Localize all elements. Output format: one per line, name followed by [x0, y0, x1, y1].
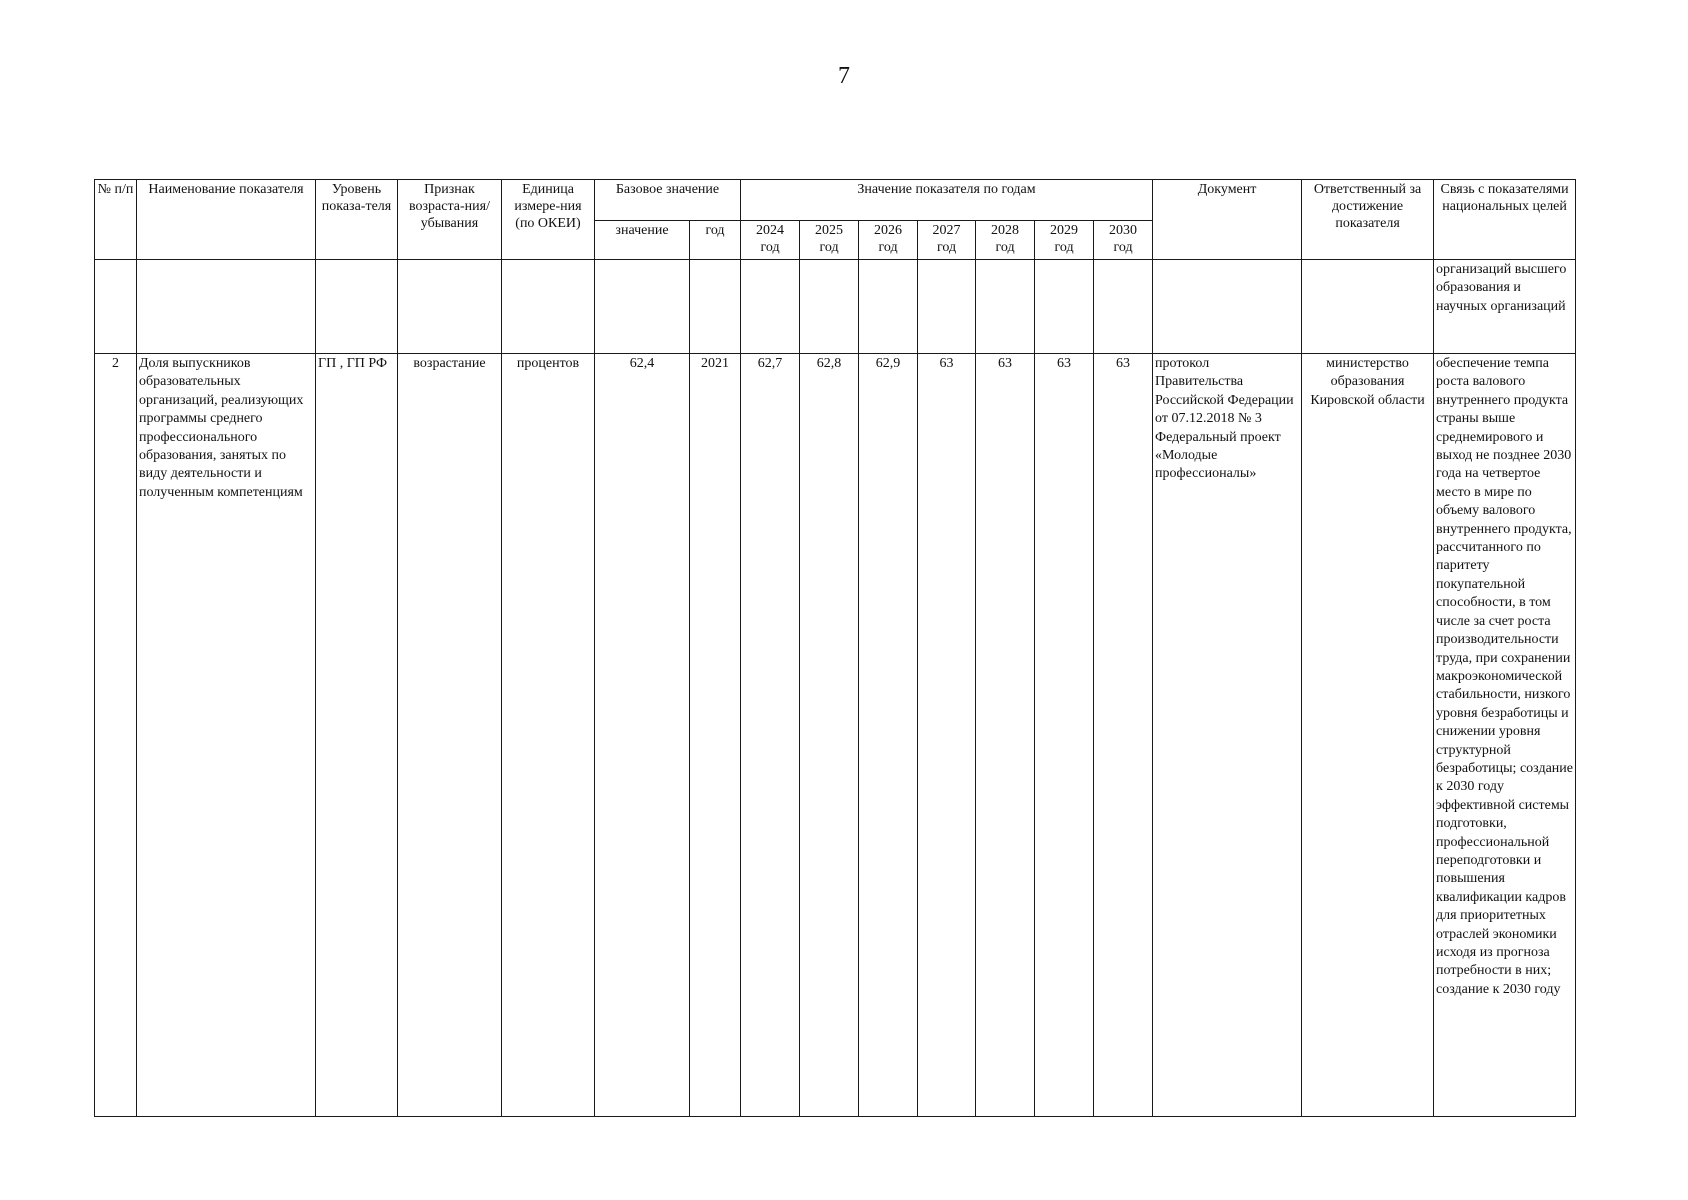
row-value-2025: 62,8 — [800, 354, 859, 1117]
header-year-2028: 2028 год — [976, 221, 1035, 260]
header-unit: Единица измере-ния (по ОКЕИ) — [502, 180, 595, 260]
header-base-value: значение — [595, 221, 690, 260]
header-base-year: год — [690, 221, 741, 260]
row-document: протокол Правительства Российской Федерации от 07.12.2018 № 3 Федеральный проект «Молодые профессионалы» — [1153, 354, 1302, 1117]
header-year-2026: 2026 год — [859, 221, 918, 260]
header-year-2029: 2029 год — [1035, 221, 1094, 260]
row-responsible: министерство образования Кировской области — [1302, 354, 1434, 1117]
page-number: 7 — [838, 63, 850, 89]
header-trend: Признак возраста-ния/ убывания — [398, 180, 502, 260]
header-name: Наименование показателя — [137, 180, 316, 260]
header-document: Документ — [1153, 180, 1302, 260]
continuation-link-cell: организаций высшего образования и научных организаций — [1434, 260, 1576, 354]
row-unit: процентов — [502, 354, 595, 1117]
header-base: Базовое значение — [595, 180, 741, 221]
header-num: № п/п — [95, 180, 137, 260]
header-years-group: Значение показателя по годам — [741, 180, 1153, 221]
row-value-2030: 63 — [1094, 354, 1153, 1117]
row-base-value: 62,4 — [595, 354, 690, 1117]
header-level: Уровень показа-теля — [316, 180, 398, 260]
row-num: 2 — [95, 354, 137, 1117]
header-year-2030: 2030 год — [1094, 221, 1153, 260]
row-level: ГП , ГП РФ — [316, 354, 398, 1117]
continuation-row — [95, 260, 1576, 354]
row-base-year: 2021 — [690, 354, 741, 1117]
row-name: Доля выпускников образовательных организаций, реализующих программы среднего профессионального образования, занятых по виду деятельности и полученным компетенциям — [137, 354, 316, 1117]
row-value-2029: 63 — [1035, 354, 1094, 1117]
header-link: Связь с показателями национальных целей — [1434, 180, 1576, 260]
indicators-table — [94, 179, 1576, 1117]
row-value-2027: 63 — [918, 354, 976, 1117]
row-value-2024: 62,7 — [741, 354, 800, 1117]
header-year-2024: 2024 год — [741, 221, 800, 260]
header-responsible: Ответственный за достижение показателя — [1302, 180, 1434, 260]
row-trend: возрастание — [398, 354, 502, 1117]
header-year-2025: 2025 год — [800, 221, 859, 260]
row-link: обеспечение темпа роста валового внутреннего продукта страны выше среднемирового и выход не позднее 2030 года на четвертое место в мире по объему валового внутреннего продукта, рассчитанного по паритету покупательной способности, в том числе за счет роста производительности труда, при сохранении макроэкономической стабильности, низкого уровня безработицы и снижении уровня структурной безработицы; создание к 2030 году эффективной системы подготовки, профессиональной переподготовки и повышения квалификации кадров для приоритетных отраслей экономики исходя из прогноза потребности в них; создание к 2030 году — [1434, 354, 1576, 1117]
row-value-2026: 62,9 — [859, 354, 918, 1117]
header-year-2027: 2027 год — [918, 221, 976, 260]
row-value-2028: 63 — [976, 354, 1035, 1117]
table-row — [95, 354, 1576, 1117]
